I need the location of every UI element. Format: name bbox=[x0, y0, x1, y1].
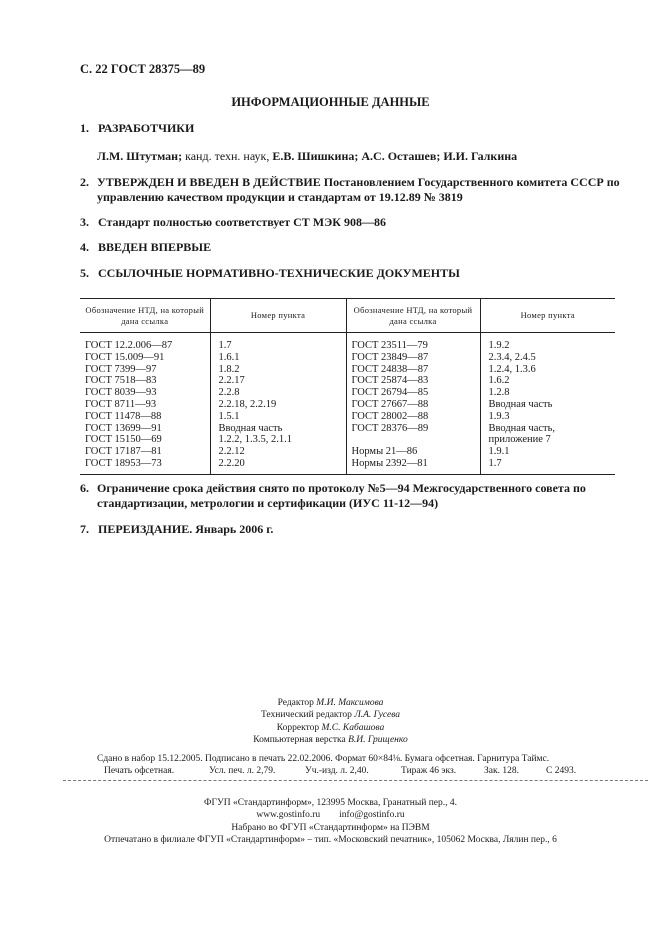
item-right-cell: Вводная часть bbox=[480, 399, 615, 411]
item-left-cell: 2.2.8 bbox=[210, 387, 346, 399]
ntd-right-cell: ГОСТ 23849—87 bbox=[346, 352, 480, 364]
item-right-cell: 1.7 bbox=[480, 458, 615, 474]
item-right-cell: 1.9.2 bbox=[480, 333, 615, 352]
item-left-cell: 2.2.20 bbox=[210, 458, 346, 474]
credit-name: М.И. Максимова bbox=[316, 698, 384, 708]
ntd-right-cell: ГОСТ 25874—83 bbox=[346, 375, 480, 387]
credit-role: Компьютерная верстка bbox=[253, 734, 349, 745]
table-row bbox=[80, 458, 615, 474]
section-7 bbox=[80, 522, 273, 537]
ntd-right-cell: Нормы 2392—81 bbox=[346, 458, 480, 474]
publisher-web: www.gostinfo.ru info@gostinfo.ru bbox=[256, 810, 405, 821]
developer-degree: канд. техн. наук, bbox=[182, 149, 270, 163]
credit-corrector bbox=[0, 722, 661, 734]
ntd-right-cell bbox=[346, 434, 480, 446]
ntd-left-cell: ГОСТ 7399—97 bbox=[85, 363, 157, 375]
header-ntd-right: Обозначение НТД, на который дана ссылка bbox=[346, 299, 480, 333]
pub-print-sheets: Усл. печ. л. 2,79. bbox=[209, 766, 276, 776]
typeset-note: Набрано во ФГУП «Стандартинформ» на ПЭВМ bbox=[231, 822, 430, 833]
credit-editor bbox=[0, 697, 661, 709]
page-header: С. 22 ГОСТ 28375—89 bbox=[80, 62, 206, 76]
ntd-right-cell: ГОСТ 26794—85 bbox=[346, 387, 480, 399]
table-row bbox=[80, 399, 615, 411]
pub-code: С 2493. bbox=[546, 766, 577, 776]
table-row bbox=[80, 423, 615, 435]
publisher-footer bbox=[0, 797, 661, 846]
credit-role: Редактор bbox=[277, 698, 317, 708]
credit-role: Корректор bbox=[276, 722, 322, 733]
table-row bbox=[80, 434, 615, 446]
table-row bbox=[80, 364, 615, 376]
item-right-cell: 1.2.8 bbox=[480, 387, 615, 399]
section-2-number: 2. bbox=[80, 175, 89, 189]
section-1-heading: РАЗРАБОТЧИКИ bbox=[98, 121, 195, 135]
developers-line bbox=[97, 149, 517, 164]
section-4 bbox=[80, 240, 211, 255]
credit-name: Л.А. Гусева bbox=[354, 710, 401, 721]
ntd-left-cell: ГОСТ 15150—69 bbox=[85, 434, 162, 446]
table-row bbox=[80, 411, 615, 423]
item-left-cell: 1.8.2 bbox=[210, 364, 346, 376]
item-left-cell: 1.6.1 bbox=[210, 352, 346, 364]
printer-note: Отпечатано в филиале ФГУП «Стандартинформ» – тип. «Московский печатник», 105062 Москва, Лялин пер., 6 bbox=[104, 834, 557, 845]
section-4-text: ВВЕДЕН ВПЕРВЫЕ bbox=[98, 240, 212, 254]
ntd-left-cell: ГОСТ 17187—81 bbox=[85, 446, 162, 458]
credit-tech-editor bbox=[0, 709, 661, 721]
table-row bbox=[80, 333, 615, 352]
item-left-cell: 2.2.12 bbox=[210, 446, 346, 458]
ntd-right-cell: ГОСТ 24838—87 bbox=[346, 364, 480, 376]
item-left-cell: 2.2.18, 2.2.19 bbox=[210, 399, 346, 411]
section-2-text: Постановлением Государственного комитета СССР по управлению качеством продукции и стандартам от 19.12.89 № 3819 bbox=[97, 175, 620, 204]
header-ntd-left: Обозначение НТД, на который дана ссылка bbox=[80, 299, 210, 333]
ntd-left-cell: ГОСТ 15.009—91 bbox=[85, 351, 165, 363]
ntd-left-cell: ГОСТ 18953—73 bbox=[80, 458, 210, 474]
developer-1: Л.М. Штутман; bbox=[97, 149, 183, 163]
section-7-number: 7. bbox=[80, 522, 89, 536]
ntd-left-cell: ГОСТ 13699—91 bbox=[85, 422, 162, 434]
section-7-text: ПЕРЕИЗДАНИЕ. Январь 2006 г. bbox=[98, 522, 274, 536]
section-6-text: Ограничение срока действия снято по протоколу №5—94 Межгосударственного совета по стандартизации, метрологии и сертификации (ИУС 11-12—94) bbox=[97, 481, 586, 510]
section-5-number: 5. bbox=[80, 266, 89, 280]
section-3-number: 3. bbox=[80, 215, 89, 229]
section-6-number: 6. bbox=[80, 481, 89, 495]
credit-layout bbox=[0, 734, 661, 746]
section-5-heading: ССЫЛОЧНЫЕ НОРМАТИВНО-ТЕХНИЧЕСКИЕ ДОКУМЕНТЫ bbox=[98, 266, 460, 280]
pub-edit-sheets: Уч.-изд. л. 2,40. bbox=[305, 766, 369, 776]
developer-others: Е.В. Шишкина; А.С. Осташев; И.И. Галкина bbox=[269, 149, 518, 163]
section-4-number: 4. bbox=[80, 240, 89, 254]
credit-name: М.С. Кабашова bbox=[321, 722, 385, 733]
item-right-cell: Вводная часть, bbox=[480, 423, 615, 435]
ntd-left-cell: ГОСТ 7518—83 bbox=[85, 375, 157, 387]
references-table bbox=[80, 298, 615, 475]
table-header-row bbox=[80, 299, 615, 333]
item-right-cell: 1.2.4, 1.3.6 bbox=[480, 364, 615, 376]
ntd-left-cell: ГОСТ 11478—88 bbox=[85, 410, 162, 422]
ntd-right-cell: ГОСТ 27667—88 bbox=[346, 399, 480, 411]
pub-print: Печать офсетная. bbox=[104, 766, 175, 776]
table-row bbox=[80, 375, 615, 387]
item-right-cell: 1.9.1 bbox=[480, 446, 615, 458]
item-left-cell: 1.2.2, 1.3.5, 2.1.1 bbox=[210, 434, 346, 446]
publication-line-1: Сдано в набор 15.12.2005. Подписано в печать 22.02.2006. Формат 60×84⅛. Бумага офсетная. Гарнитура Таймс. bbox=[97, 754, 550, 764]
ntd-left-cell: ГОСТ 12.2.006—87 bbox=[85, 340, 173, 351]
ntd-right-cell: Нормы 21—86 bbox=[346, 446, 480, 458]
item-left-cell: 1.5.1 bbox=[210, 411, 346, 423]
ntd-left-cell: ГОСТ 8039—93 bbox=[85, 387, 157, 399]
item-right-cell: 2.3.4, 2.4.5 bbox=[480, 352, 615, 364]
header-item-left: Номер пункта bbox=[210, 299, 346, 333]
section-3 bbox=[80, 215, 386, 230]
table-row bbox=[80, 446, 615, 458]
pub-run: Тираж 46 экз. bbox=[401, 766, 457, 776]
publication-line-2 bbox=[104, 766, 576, 776]
item-left-cell: 1.7 bbox=[210, 333, 346, 352]
section-2-heading: УТВЕРЖДЕН И ВВЕДЕН В ДЕЙСТВИЕ bbox=[97, 175, 321, 189]
credit-name: В.И. Грищенко bbox=[348, 734, 408, 745]
section-3-text: Стандарт полностью соответствует СТ МЭК 908—86 bbox=[98, 215, 386, 229]
item-left-cell: Вводная часть bbox=[210, 423, 346, 435]
ntd-right-cell: ГОСТ 28002—88 bbox=[346, 411, 480, 423]
item-right-cell: приложение 7 bbox=[480, 434, 615, 446]
page-title: ИНФОРМАЦИОННЫЕ ДАННЫЕ bbox=[231, 95, 430, 109]
item-right-cell: 1.9.3 bbox=[480, 411, 615, 423]
ntd-left-cell: ГОСТ 8711—93 bbox=[85, 398, 157, 410]
section-6 bbox=[80, 481, 620, 511]
ntd-right-cell: ГОСТ 28376—89 bbox=[346, 423, 480, 435]
item-right-cell: 1.6.2 bbox=[480, 375, 615, 387]
section-2 bbox=[80, 175, 620, 205]
pub-order: Зак. 128. bbox=[484, 766, 519, 776]
table-row bbox=[80, 387, 615, 399]
section-5 bbox=[80, 266, 460, 281]
credits-block bbox=[0, 697, 661, 746]
section-1 bbox=[80, 121, 194, 136]
header-item-right: Номер пункта bbox=[480, 299, 615, 333]
ntd-right-cell: ГОСТ 23511—79 bbox=[346, 333, 480, 352]
table-row bbox=[80, 352, 615, 364]
credit-role: Технический редактор bbox=[260, 710, 355, 721]
divider bbox=[63, 780, 648, 781]
section-1-number: 1. bbox=[80, 121, 89, 135]
publisher-address: ФГУП «Стандартинформ», 123995 Москва, Гранатный пер., 4. bbox=[203, 798, 458, 808]
item-left-cell: 2.2.17 bbox=[210, 375, 346, 387]
